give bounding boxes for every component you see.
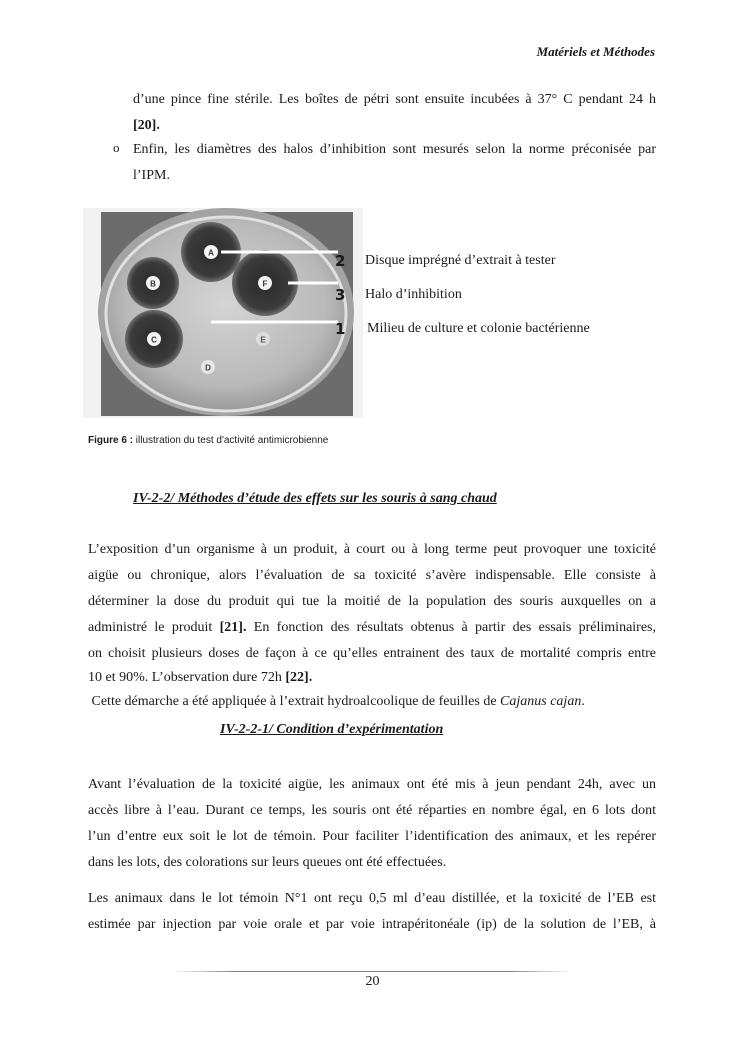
petri-dish-photo <box>83 208 363 418</box>
citation-ref: [20]. <box>133 118 160 133</box>
species-name: Cajanus cajan <box>500 694 582 709</box>
disk-label-D: D <box>205 363 211 373</box>
figure-caption-prefix: Figure 6 : <box>88 435 134 446</box>
figure-label-text: Halo d’inhibition <box>365 287 462 302</box>
running-header: Matériels et Méthodes <box>536 44 655 59</box>
section-heading: IV-2-2/ Méthodes d’étude des effets sur les souris à sang chaud <box>133 491 497 506</box>
figure-label-number: 3 <box>335 286 346 304</box>
disk-label-F: F <box>262 279 268 289</box>
text-line: l’un d’entre eux soit le lot de témoin. Pour faciliter l’identification des animaux, et les repérer <box>88 829 656 844</box>
disk-label-B: B <box>150 279 156 289</box>
text-line: Les animaux dans le lot témoin N°1 ont reçu 0,5 ml d’eau distillée, et la toxicité de l’EB est <box>88 891 656 906</box>
text-line: l’IPM. <box>133 168 170 183</box>
figure-label-number: 1 <box>335 320 346 338</box>
disk-label-A: A <box>208 248 214 258</box>
page-number: 20 <box>365 974 380 989</box>
disk-label-E: E <box>260 335 266 345</box>
text-line: aigüe ou chronique, alors l’évaluation de sa toxicité s’avère indispensable. Elle consiste à <box>88 568 656 583</box>
figure-caption-text: illustration du test d'activité antimicrobienne <box>135 435 329 446</box>
text-line: administré le produit [21]. En fonction des résultats obtenus à partir des essais préliminaires, <box>88 620 656 635</box>
text-line: d’une pince fine stérile. Les boîtes de pétri sont ensuite incubées à 37° C pendant 24 h <box>133 92 656 107</box>
figure-label-text: Milieu de culture et colonie bactérienne <box>367 321 590 336</box>
subsection-heading: IV-2-2-1/ Condition d’expérimentation <box>220 722 444 737</box>
figure-label-text: Disque imprégné d’extrait à tester <box>365 253 556 268</box>
text-line: Cette démarche a été appliquée à l’extrait hydroalcoolique de feuilles de Cajanus cajan. <box>88 694 585 709</box>
figure-6 <box>83 208 363 418</box>
text-line: déterminer la dose du produit qui tue la moitié de la population des souris auxquelles on a <box>88 594 656 609</box>
text-line: estimée par injection par voie orale et par voie intrapéritonéale (ip) de la solution de l’EB, à <box>88 917 656 932</box>
footer-divider <box>172 971 572 972</box>
figure-label-number: 2 <box>335 252 346 270</box>
text-line: on choisit plusieurs doses de façon à ce qu’elles entrainent des taux de mortalité compris entre <box>88 646 656 661</box>
text-line: dans les lots, des colorations sur leurs queues ont été effectuées. <box>88 855 447 870</box>
text-line: Avant l’évaluation de la toxicité aigüe, les animaux ont été mis à jeun pendant 24h, avec un <box>88 777 656 792</box>
figure-caption <box>88 435 328 446</box>
bullet-marker: o <box>113 140 120 155</box>
citation-ref: [21]. <box>219 620 247 635</box>
disk-label-C: C <box>151 335 157 345</box>
text-line: Enfin, les diamètres des halos d’inhibition sont mesurés selon la norme préconisée par <box>133 142 656 157</box>
text-line: L’exposition d’un organisme à un produit, à court ou à long terme peut provoquer une toxicité <box>88 542 656 557</box>
citation-ref: [22]. <box>285 670 313 685</box>
text-line: accès libre à l’eau. Durant ce temps, les souris ont été réparties en nombre égal, en 6 lots dont <box>88 803 656 818</box>
text-line: 10 et 90%. L’observation dure 72h [22]. <box>88 670 313 685</box>
